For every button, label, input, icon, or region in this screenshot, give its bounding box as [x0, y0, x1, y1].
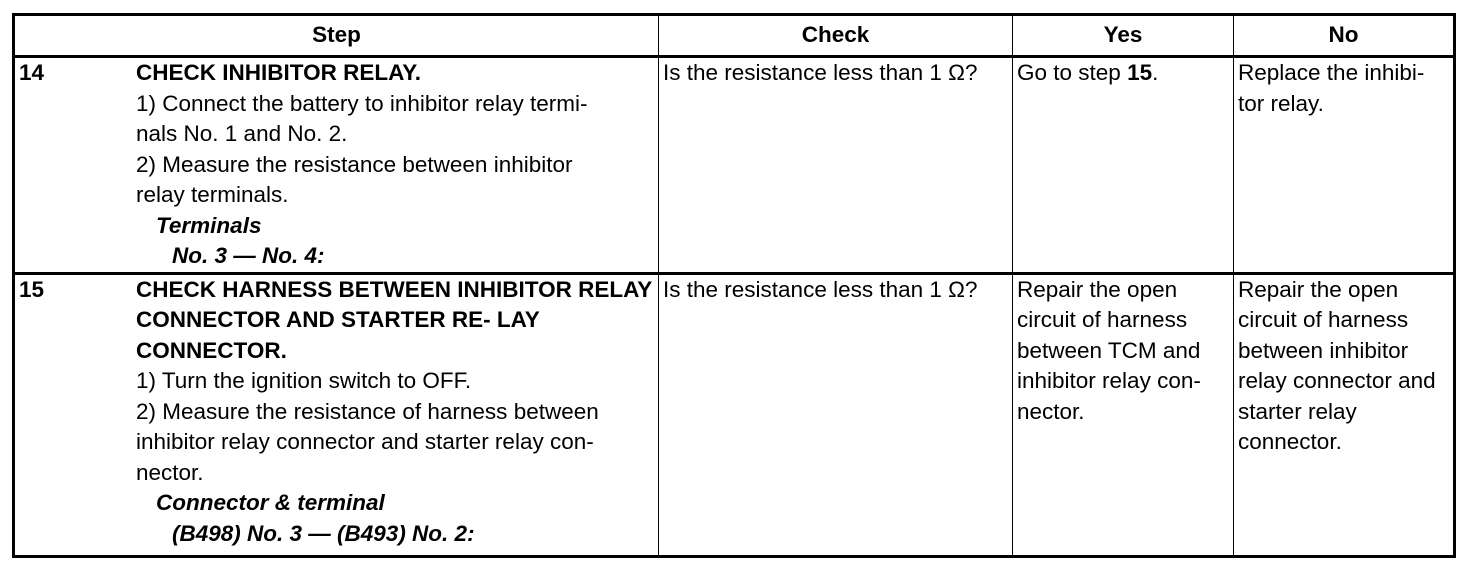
instruction-line: relay terminals.: [136, 182, 289, 207]
header-step: Step: [14, 15, 659, 57]
step-title: CHECK INHIBITOR RELAY.: [136, 60, 422, 85]
header-check: Check: [659, 15, 1013, 57]
instruction-line: 2) Measure the resistance of harness between: [136, 398, 599, 424]
step-cell: [14, 273, 659, 556]
step-number: 15: [19, 276, 45, 302]
table-row-step-14: [14, 57, 1455, 274]
header-no: No: [1234, 15, 1455, 57]
yes-cell: Repair the open circuit of harness between TCM and inhibitor relay con- nector.: [1013, 273, 1234, 556]
table-row-step-15: [14, 273, 1455, 556]
instruction-line: nals No. 1 and No. 2.: [136, 121, 348, 146]
check-cell: Is the resistance less than 1 Ω?: [659, 273, 1013, 556]
header-row: [14, 15, 1455, 57]
instruction-line: inhibitor relay connector and starter relay con-: [136, 429, 594, 454]
instruction-line: 2) Measure the resistance between inhibitor: [136, 151, 573, 177]
instruction-line: nector.: [136, 459, 204, 485]
check-cell: Is the resistance less than 1 Ω?: [659, 57, 1013, 274]
yes-text: Go to step: [1017, 60, 1128, 85]
instruction-line: 1) Connect the battery to inhibitor relay termi-: [136, 90, 588, 116]
spec-label: Connector & terminal: [156, 490, 385, 515]
yes-suffix: .: [1152, 60, 1159, 85]
no-cell: Repair the open circuit of harness between inhibitor relay connector and starter relay connector.: [1234, 273, 1455, 556]
header-yes: Yes: [1013, 15, 1234, 57]
step-number: 14: [19, 60, 45, 85]
step-reference: 15: [1127, 60, 1153, 85]
spec-value: No. 3 — No. 4:: [172, 243, 325, 268]
spec-label: Terminals: [156, 212, 262, 238]
step-title: CHECK HARNESS BETWEEN INHIBITOR RELAY CONNECTOR AND STARTER RE- LAY CONNECTOR.: [136, 276, 652, 363]
no-cell: Replace the inhibi- tor relay.: [1234, 57, 1455, 274]
step-cell: [14, 57, 659, 274]
spec-value: (B498) No. 3 — (B493) No. 2:: [172, 520, 475, 546]
diagnostic-procedure-table: [12, 13, 1456, 558]
yes-cell: [1013, 57, 1234, 274]
instruction-line: 1) Turn the ignition switch to OFF.: [136, 368, 472, 393]
